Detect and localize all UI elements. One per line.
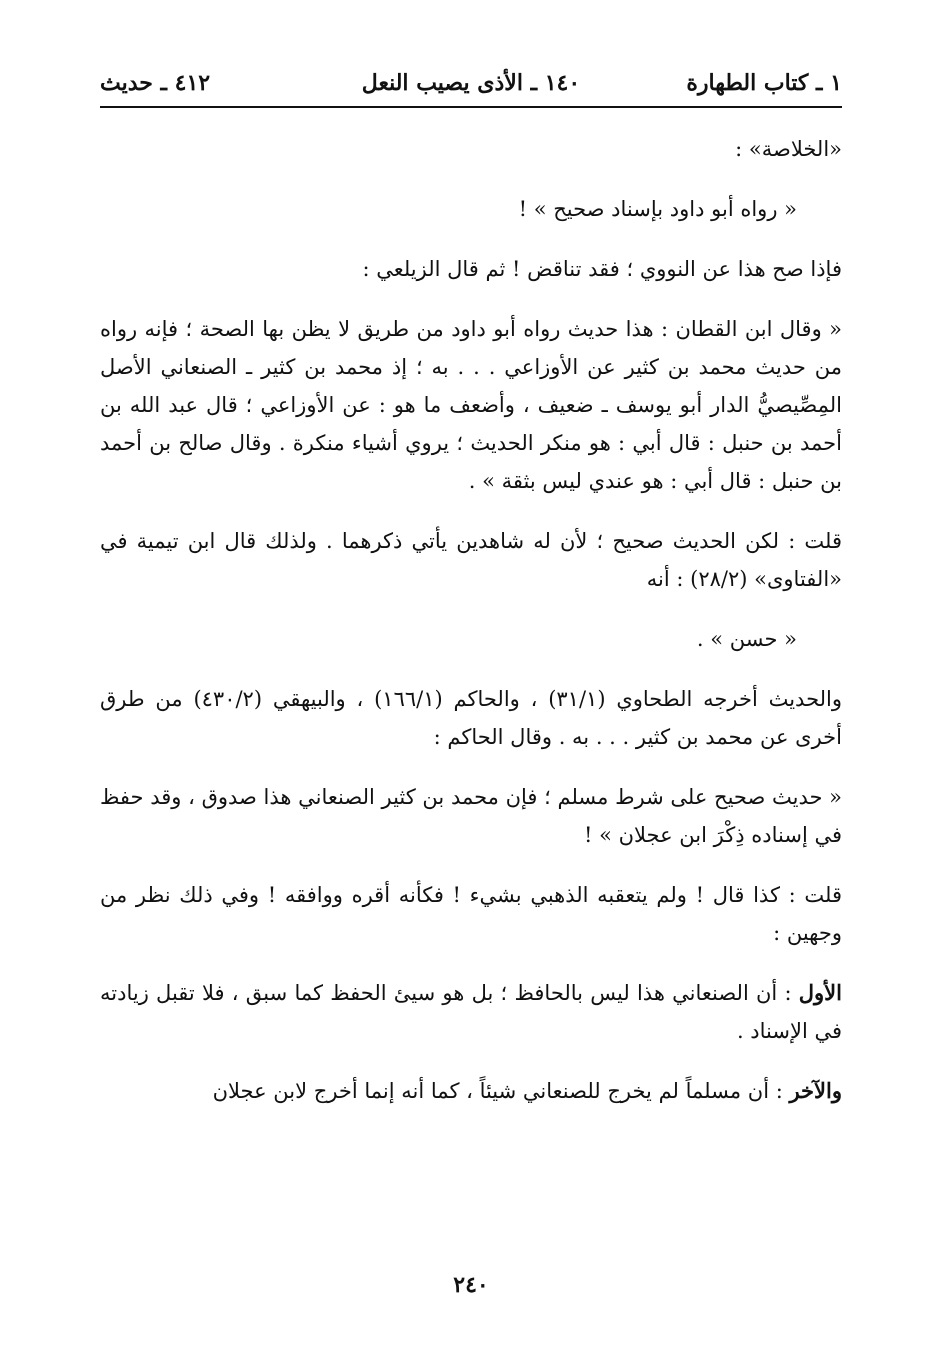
point-second	[100, 1072, 842, 1110]
header-book-title: ١ ـ كتاب الطهارة	[686, 70, 842, 96]
point-second-label: والآخر	[789, 1078, 842, 1103]
main-text	[100, 130, 842, 1132]
quote-nawawi: « رواه أبو داود بإسناد صحيح » !	[518, 197, 797, 221]
point-first	[100, 974, 842, 1050]
paragraph-authentication: قلت : لكن الحديث صحيح ؛ لأن له شاهدين يأتي ذكرهما . ولذلك قال ابن تيمية في «الفتاوى» (٢٨/٢) : أنه	[100, 529, 842, 591]
quote-hasan: « حسن » .	[696, 627, 797, 651]
page-number: ٢٤٠	[453, 1272, 489, 1298]
header-divider	[100, 106, 842, 108]
paragraph-critique: قلت : كذا قال ! ولم يتعقبه الذهبي بشيء ! فكأنه أقره ووافقه ! وفي ذلك نظر من وجهين :	[100, 883, 842, 945]
point-first-text: : أن الصنعاني هذا ليس بالحافظ ؛ بل هو سيئ الحفظ كما سبق ، فلا تقبل زيادته في الإسناد .	[100, 981, 842, 1043]
book-page	[100, 0, 842, 1372]
source-reference: «الخلاصة» :	[735, 137, 842, 161]
quote-hakim: « حديث صحيح على شرط مسلم ؛ فإن محمد بن كثير الصنعاني هذا صدوق ، وقد حفظ في إسناده ذِكْرَ ابن عجلان » !	[100, 785, 842, 847]
paragraph-zailai: فإذا صح هذا عن النووي ؛ فقد تناقض ! ثم قال الزيلعي :	[362, 257, 842, 281]
header-chapter-title: ١٤٠ ـ الأذى يصيب النعل	[361, 70, 581, 96]
running-header	[100, 70, 842, 104]
point-first-label: الأول	[798, 980, 842, 1005]
paragraph-takhrij: والحديث أخرجه الطحاوي (٣١/١) ، والحاكم (١٦٦/١) ، والبيهقي (٤٣٠/٢) من طرق أخرى عن محمد بن كثير . . . به . وقال الحاكم :	[100, 687, 843, 749]
point-second-text: : أن مسلماً لم يخرج للصنعاني شيئاً ، كما أنه إنما أخرج لابن عجلان	[212, 1079, 790, 1103]
header-hadith-number: ٤١٢ ـ حديث	[100, 70, 211, 96]
quote-ibn-qattan: « وقال ابن القطان : هذا حديث رواه أبو داود من طريق لا يظن بها الصحة ؛ فإنه رواه من حديث محمد بن كثير عن الأوزاعي . . . به ؛ إذ محمد بن كثير ـ الصنعاني الأصل المِصِّيصيُّ الدار أبو يوسف ـ ضعيف ، وأضعف ما هو : عن الأوزاعي ؛ قال عبد الله بن أحمد بن حنبل : قال أبي : هو منكر الحديث ؛ يروي أشياء منكرة . وقال صالح بن أحمد بن حنبل : قال أبي : هو عندي ليس بثقة » .	[100, 317, 842, 493]
